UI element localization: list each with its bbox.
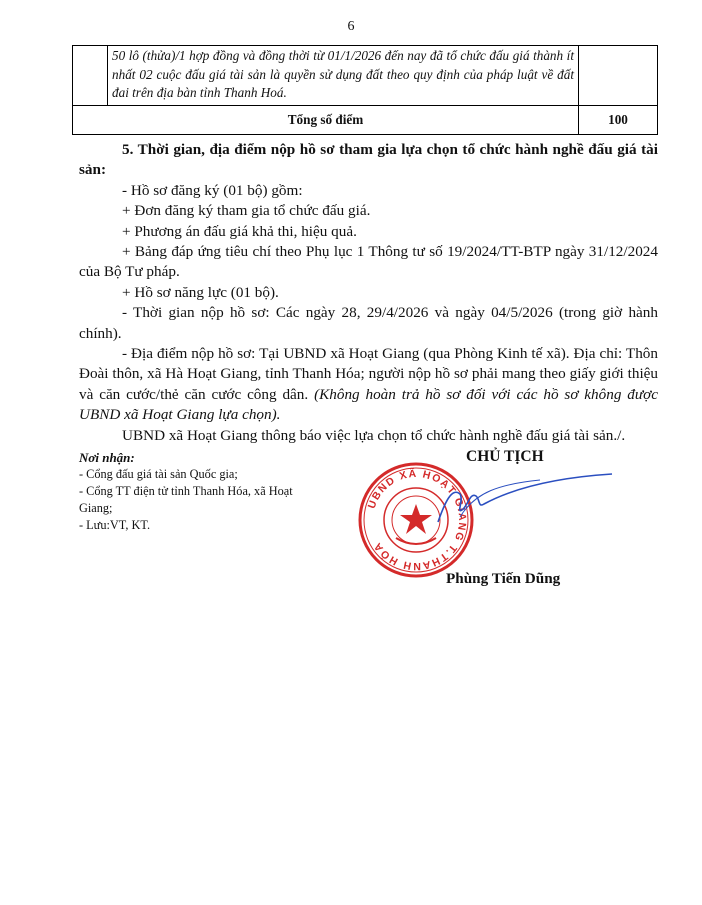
signer-name: Phùng Tiến Dũng <box>446 570 561 587</box>
total-value: 100 <box>579 106 658 135</box>
section-5 <box>79 140 658 446</box>
recipient-item: - Cổng đấu giá tài sản Quốc gia; <box>79 467 238 481</box>
criterion-text: 50 lô (thửa)/1 hợp đồng và đồng thời từ 01/1/2026 đến nay đã tổ chức đấu giá thành ít nhất 02 cuộc đấu giá tài sản là quyền sử dụng đất theo quy định của pháp luật về đất đai trên địa bàn tỉnh Thanh Hoá. <box>108 46 579 106</box>
table-cell-empty <box>73 46 108 106</box>
recipients-title: Nơi nhận: <box>79 450 135 465</box>
submission-place <box>79 344 658 426</box>
position-title: CHỦ TỊCH <box>466 448 544 465</box>
no-return-note: (Không hoàn trả hồ sơ đối với các hồ sơ không được UBND xã Hoạt Giang lựa chọn). <box>79 385 659 424</box>
doc-item: + Đơn đăng ký tham gia tổ chức đấu giá. <box>122 202 371 220</box>
criteria-table <box>72 45 658 135</box>
recipients-block <box>79 449 329 534</box>
docs-intro: - Hồ sơ đăng ký (01 bộ) gồm: <box>122 181 303 199</box>
doc-item: + Hồ sơ năng lực (01 bộ). <box>122 283 279 301</box>
doc-item: + Bảng đáp ứng tiêu chí theo Phụ lục 1 Thông tư số 19/2024/TT-BTP ngày 31/12/2024 của Bộ Tư pháp. <box>79 243 658 281</box>
table-row <box>73 46 658 106</box>
total-label: Tổng số điểm <box>73 106 579 135</box>
total-row <box>73 106 658 135</box>
submission-place-text: - Địa điểm nộp hồ sơ: Tại UBND xã Hoạt Giang (qua Phòng Kinh tế xã). Địa chỉ: Thôn Đoài thôn, xã Hà Hoạt Giang, tỉnh Thanh Hóa; người nộp hồ sơ phải mang theo giấy giới thiệu và căn cước/thẻ căn cước công dân. <box>79 345 658 403</box>
recipient-item: - Lưu:VT, KT. <box>79 518 151 532</box>
closing-line: UBND xã Hoạt Giang thông báo việc lựa chọn tổ chức hành nghề đấu giá tài sản./. <box>122 426 626 444</box>
table-cell-empty <box>579 46 658 106</box>
doc-item: + Phương án đấu giá khả thi, hiệu quả. <box>122 222 357 240</box>
seal-text: UBND XÃ HOẠT GIANG T.THANH HÓA <box>365 467 469 573</box>
page-number: 6 <box>347 19 355 34</box>
section-heading: 5. Thời gian, địa điểm nộp hồ sơ tham gia lựa chọn tổ chức hành nghề đấu giá tài sản: <box>79 141 658 179</box>
recipient-item: - Cổng TT điện tử tỉnh Thanh Hóa, xã Hoạt Giang; <box>79 484 293 515</box>
submission-time: - Thời gian nộp hồ sơ: Các ngày 28, 29/4/2026 và ngày 04/5/2026 (trong giờ hành chính). <box>79 304 658 342</box>
handwritten-signature-icon <box>430 462 630 532</box>
